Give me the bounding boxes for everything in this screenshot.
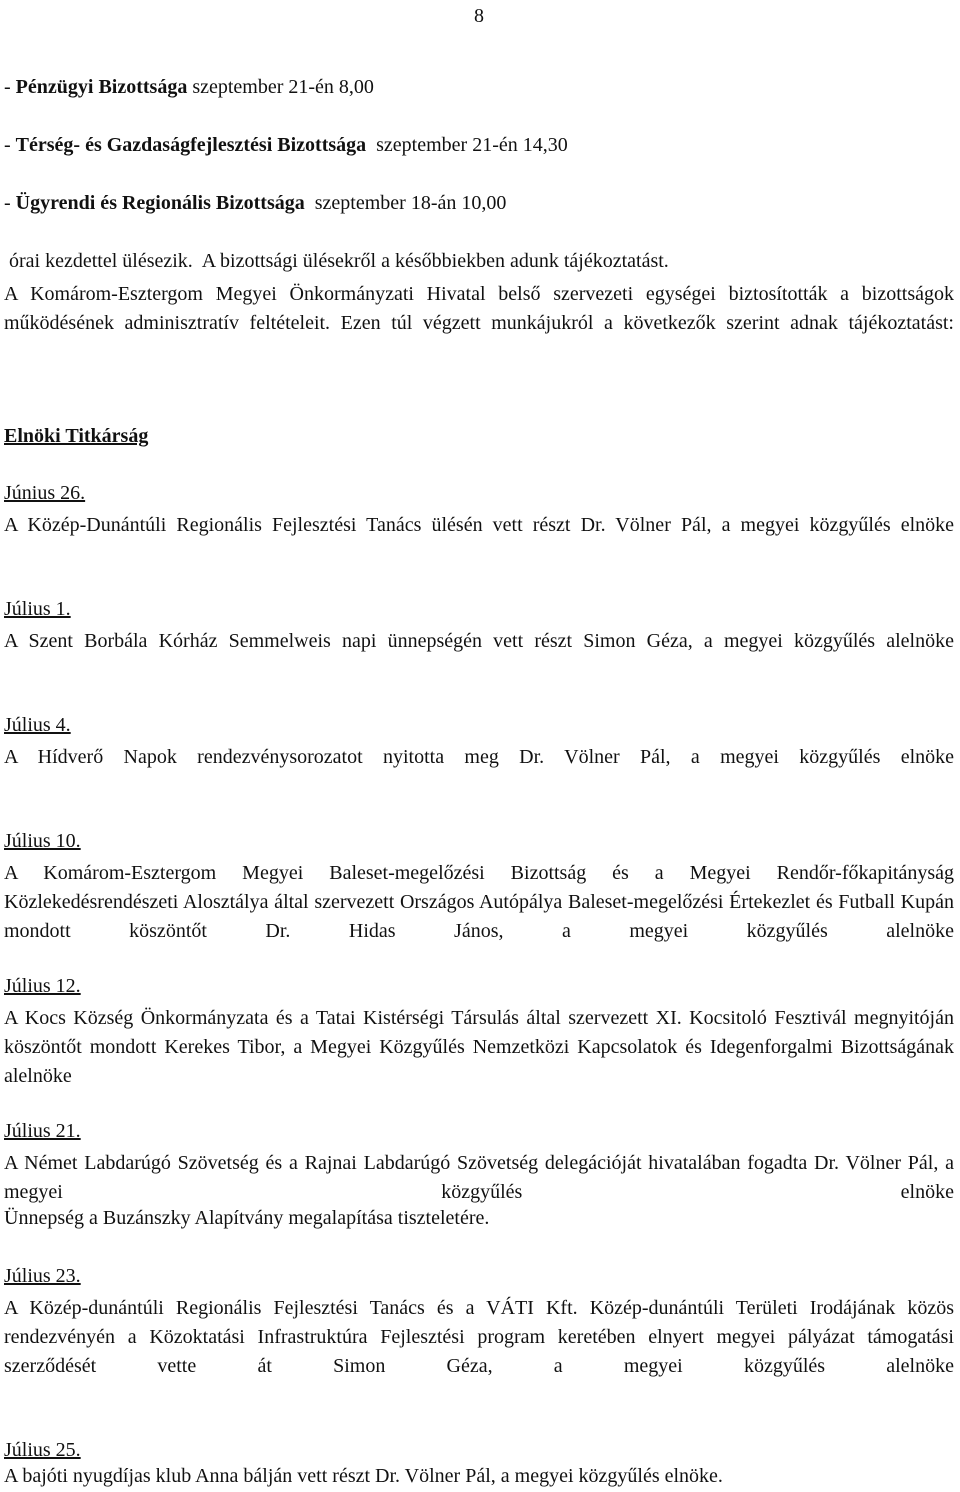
entry-date: Július 4. (4, 714, 71, 736)
entry-text: A Német Labdarúgó Szövetség és a Rajnai Labdarúgó Szövetség delegációját hivatalában fogadta Dr. Völner Pál, a megyei közgyűlés elnöke (4, 1152, 954, 1203)
entry-date: Június 26. (4, 482, 86, 504)
entry-text: A bajóti nyugdíjas klub Anna bálján vett részt Dr. Völner Pál, a megyei közgyűlés elnöke. (4, 1465, 723, 1487)
entry-date: Július 1. (4, 598, 71, 620)
entry-date: Július 10. (4, 830, 81, 852)
entry-date: Július 21. (4, 1120, 81, 1142)
intro-line: órai kezdettel ülésezik. A bizottsági ülésekről a későbbiekben adunk tájékoztatást. (4, 250, 669, 272)
intro-paragraph: A Komárom-Esztergom Megyei Önkormányzati Hivatal belső szervezeti egységei biztosították a bizottságok működésének adminisztratív feltételeit. Ezen túl végzett munkájukról a következők szerint adnak tájékoztatást: (4, 283, 954, 334)
entry-date: Július 12. (4, 975, 81, 997)
section-title: Elnöki Titkárság (4, 425, 149, 447)
entry-extra: Ünnepség a Buzánszky Alapítvány megalapítása tiszteletére. (4, 1207, 490, 1229)
committee-line: - Ügyrendi és Regionális Bizottsága szeptember 18-án 10,00 (4, 192, 507, 214)
entry-text: A Közép-Dunántúli Regionális Fejlesztési Tanács ülésén vett részt Dr. Völner Pál, a megyei közgyűlés elnöke (4, 514, 954, 536)
page-number: 8 (474, 5, 484, 27)
entry-date: Július 25. (4, 1439, 81, 1461)
entry-text: A Hídverő Napok rendezvénysorozatot nyitotta meg Dr. Völner Pál, a megyei közgyűlés elnöke (4, 746, 954, 768)
entry-text: A Közép-dunántúli Regionális Fejlesztési Tanács és a VÁTI Kft. Közép-dunántúli Területi Irodájának közös rendezvényén a Közoktatási Infrastruktúra Fejlesztési program keretében elnyert megyei pályázat támogatási szerződését vette át Simon Géza, a megyei közgyűlés alelnöke (4, 1297, 954, 1377)
entry-text: A Kocs Község Önkormányzata és a Tatai Kistérségi Társulás által szervezett XI. Kocsitoló Fesztivál megnyitóján köszöntőt mondott Kerekes Tibor, a Megyei Közgyűlés Nemzetközi Kapcsolatok és Idegenforgalmi Bizottságának alelnöke (4, 1007, 954, 1087)
entry-text: A Szent Borbála Kórház Semmelweis napi ünnepségén vett részt Simon Géza, a megyei közgyűlés alelnöke (4, 630, 954, 652)
entry-text: A Komárom-Esztergom Megyei Baleset-megelőzési Bizottság és a Megyei Rendőr-főkapitányság Közlekedésrendészeti Alosztálya által szervezett Országos Autópálya Baleset-megelőzési Értekezlet és Futball Kupán mondott köszöntőt Dr. Hidas János, a megyei közgyűlés alelnöke (4, 862, 954, 942)
entry-date: Július 23. (4, 1265, 81, 1287)
committee-line: - Térség- és Gazdaságfejlesztési Bizottsága szeptember 21-én 14,30 (4, 134, 568, 156)
committee-line: - Pénzügyi Bizottsága szeptember 21-én 8,00 (4, 76, 374, 98)
